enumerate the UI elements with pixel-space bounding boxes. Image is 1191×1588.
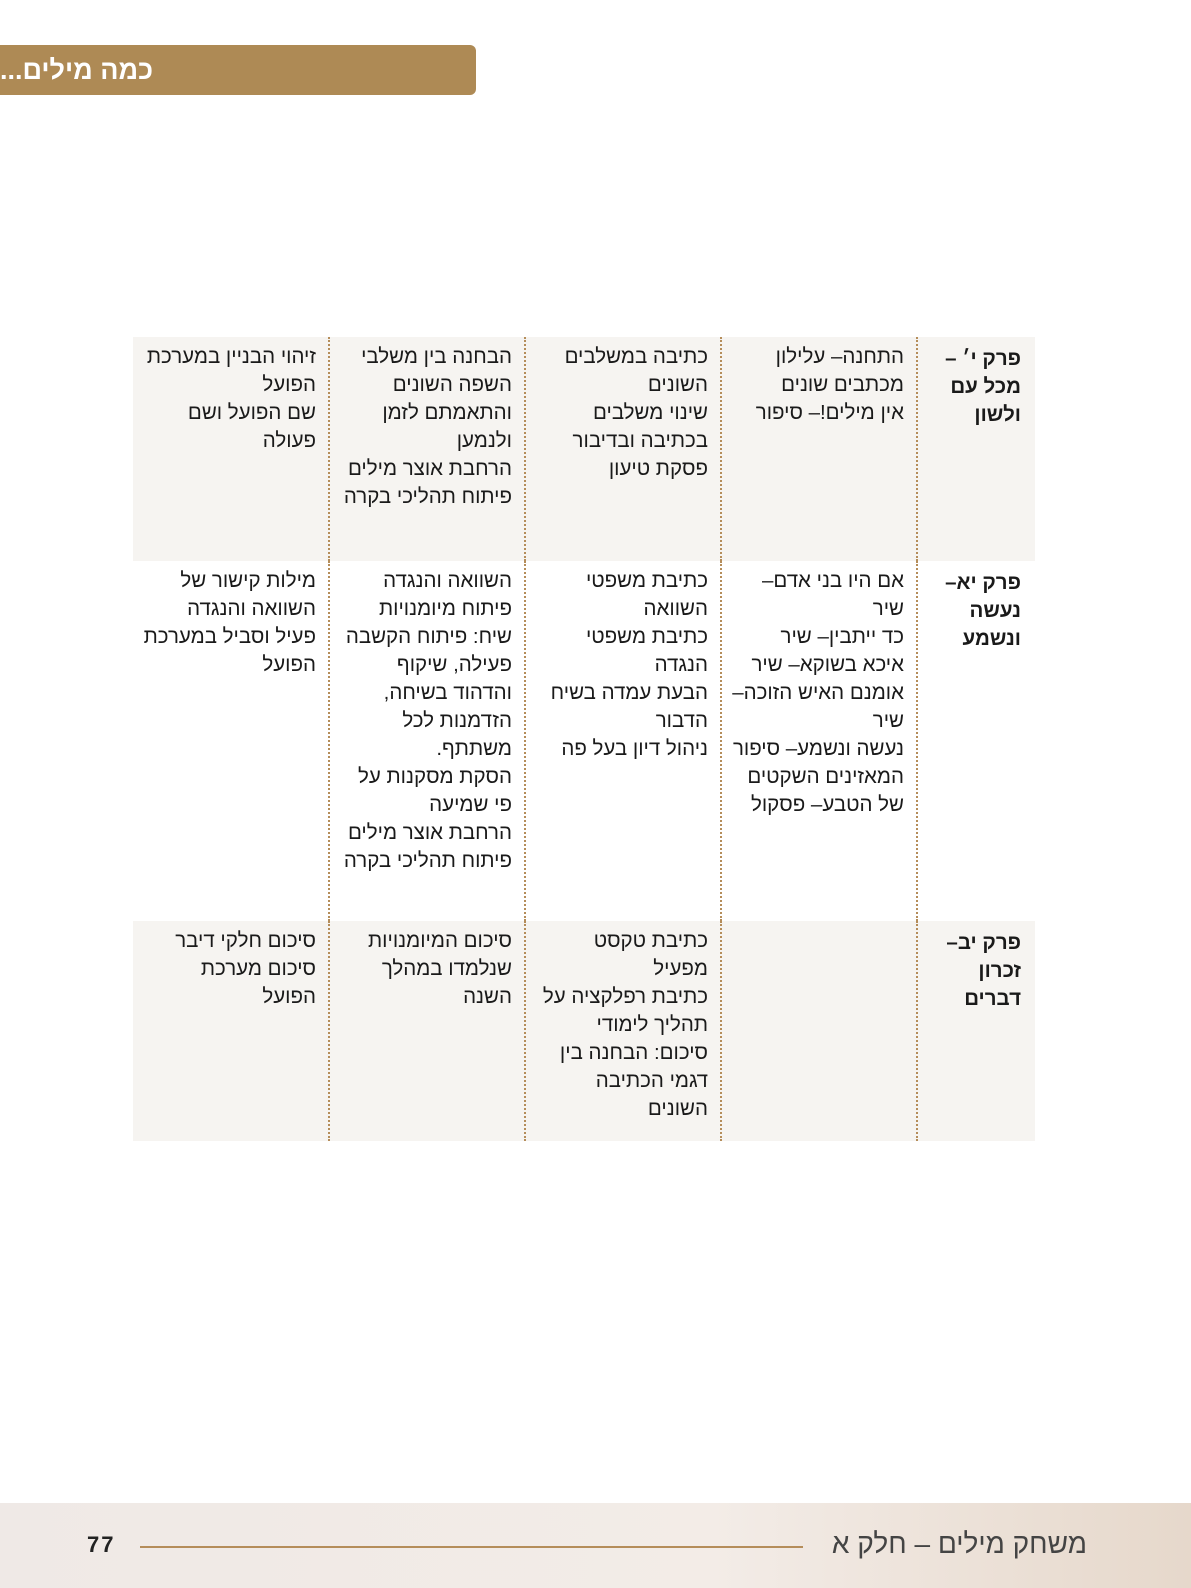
cell-line: סיכום מערכת הפועל xyxy=(200,957,316,1008)
cell-line: סיכום חלקי דיבר xyxy=(175,929,316,952)
cell-line: כתיבת טקסט מפעיל xyxy=(593,929,708,980)
language-cell xyxy=(133,561,329,921)
texts-cell xyxy=(721,337,917,561)
chapter-cell: פרק יא– נעשה ונשמע xyxy=(917,561,1035,921)
cell-line: איכא בשוקא– שיר xyxy=(751,653,904,676)
table-row xyxy=(133,337,1035,561)
cell-line: סיכום המיומנויות שנלמדו במהלך השנה xyxy=(368,929,512,1008)
cell-line: הבחנה בין משלבי השפה השונים והתאמתם לזמן ולנמען xyxy=(361,345,512,452)
language-cell xyxy=(133,921,329,1141)
cell-line: הרחבת אוצר מילים xyxy=(347,457,512,480)
cell-line: המאזינים השקטים של הטבע– פסקול xyxy=(747,765,904,816)
cell-line: כתיבת רפלקציה על תהליך לימודי xyxy=(542,985,708,1036)
chapter-cell: פרק י׳ – מכל עם ולשון xyxy=(917,337,1035,561)
table-row xyxy=(133,921,1035,1141)
cell-line: אין מילים!– סיפור xyxy=(755,401,904,424)
cell-line: השוואה והנגדה xyxy=(383,569,512,592)
writing-cell xyxy=(525,921,721,1141)
cell-line: פיתוח תהליכי בקרה xyxy=(343,485,512,508)
speaking-cell xyxy=(329,337,525,561)
cell-line: התחנה– עלילון xyxy=(775,345,904,368)
cell-line: פיתוח מיומנויות שיח: פיתוח הקשבה פעילה, שיקוף והדהוד בשיחה, הזדמנות לכל משתתף. xyxy=(345,597,512,760)
cell-line: כד ייתבין– שיר xyxy=(780,625,904,648)
speaking-cell xyxy=(329,561,525,921)
cell-line: פסקת טיעון xyxy=(608,457,708,480)
chapter-cell: פרק יב– זכרון דברים xyxy=(917,921,1035,1141)
cell-line: אם היו בני אדם– שיר xyxy=(762,569,904,620)
page-number: 77 xyxy=(87,1532,116,1557)
cell-line: מכתבים שונים xyxy=(781,373,904,396)
cell-line: הרחבת אוצר מילים xyxy=(347,821,512,844)
writing-cell xyxy=(525,561,721,921)
writing-cell xyxy=(525,337,721,561)
cell-line: מילות קישור של השוואה והנגדה xyxy=(180,569,316,620)
texts-cell xyxy=(721,561,917,921)
cell-line: פעיל וסביל במערכת הפועל xyxy=(143,625,316,676)
cell-line: כתיבת משפטי הנגדה xyxy=(585,625,708,676)
cell-line: כתיבת משפטי השוואה xyxy=(585,569,708,620)
cell-line: שינוי משלבים בכתיבה ובדיבור xyxy=(572,401,708,452)
cell-line: אומנם האיש הזוכה– שיר xyxy=(732,681,904,732)
cell-line: פיתוח תהליכי בקרה xyxy=(343,849,512,872)
cell-line: הבעת עמדה בשיח הדבור xyxy=(550,681,708,732)
book-title: משחק מילים – חלק א xyxy=(831,1528,1087,1559)
cell-line: הסקת מסקנות על פי שמיעה xyxy=(358,765,512,816)
texts-cell xyxy=(721,921,917,1141)
cell-line: כתיבה במשלבים השונים xyxy=(564,345,708,396)
language-cell xyxy=(133,337,329,561)
section-header-title: כמה מילים... xyxy=(0,54,154,85)
cell-line: סיכום: הבחנה בין דגמי הכתיבה השונים xyxy=(559,1041,708,1120)
cell-line: נעשה ונשמע– סיפור xyxy=(732,737,904,760)
section-header-tab xyxy=(0,45,476,95)
cell-line: זיהוי הבניין במערכת הפועל xyxy=(146,345,316,396)
table-row xyxy=(133,561,1035,921)
cell-line: ניהול דיון בעל פה xyxy=(561,737,708,760)
cell-line: שם הפועל ושם פעולה xyxy=(187,401,316,452)
curriculum-table xyxy=(133,337,1035,1141)
speaking-cell xyxy=(329,921,525,1141)
footer-divider xyxy=(140,1546,803,1548)
